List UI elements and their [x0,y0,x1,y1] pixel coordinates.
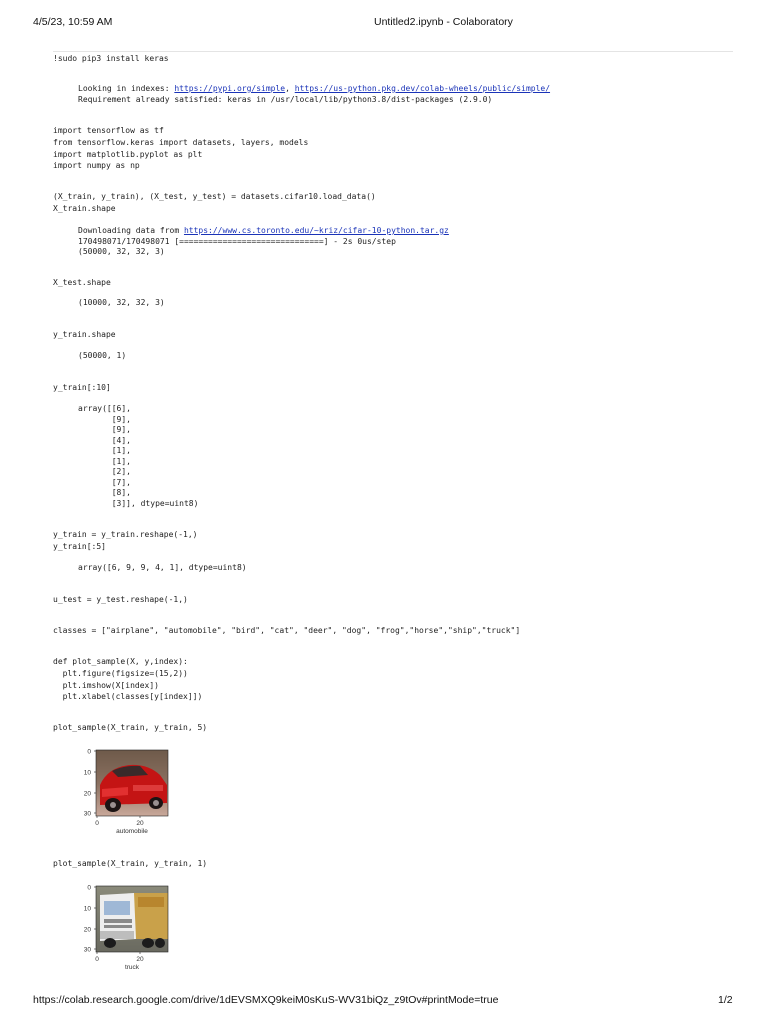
cell-output [53,563,733,574]
plot-output-truck [78,881,178,973]
code-cell-reshape-y-train[interactable] [53,529,733,553]
cell-code: def plot_sample(X, y,index): plt.figure(figsize=(15,2)) plt.imshow(X[index]) plt.xlabel(classes[y[index]]) [53,657,203,702]
x-tick-label: 20 [136,956,144,963]
cell-output [53,404,733,509]
car-thumbnail [96,750,168,816]
x-tick-label: 0 [95,820,99,827]
x-axis-label: automobile [116,828,148,835]
cell-output [53,351,733,362]
x-tick-label: 0 [95,956,99,963]
code-cell-reshape-y-test[interactable] [53,594,733,606]
y-tick-label: 20 [83,790,91,798]
cell-code: plot_sample(X_train, y_train, 5) [53,723,208,732]
cell-code: (X_train, y_train), (X_test, y_test) = datasets.cifar10.load_data() X_train.shape [53,192,376,213]
cell-code: X_test.shape [53,278,111,287]
cell-code: classes = ["airplane", "automobile", "bird", "cat", "deer", "dog", "frog","horse","ship","truck"] [53,626,521,635]
y-tick-label: 10 [83,769,91,777]
y-tick-label: 0 [87,748,91,756]
code-cell-x-test-shape[interactable] [53,277,733,289]
cell-output-pip-install [53,84,733,105]
image-plot [78,881,178,973]
y-tick-label: 30 [83,946,91,954]
code-cell-plot-sample-1[interactable] [53,858,733,870]
code-cell-plot-sample-5[interactable] [53,722,733,734]
output-text: Requirement already satisfied: keras in /usr/local/lib/python3.8/dist-packages (2.9.0) [78,94,493,104]
cell-divider [53,51,733,52]
cell-code: u_test = y_test.reshape(-1,) [53,595,188,604]
cell-code: y_train[:10] [53,383,111,392]
print-page-number: 1/2 [718,994,733,1006]
output-text: array([[6], [9], [9], [4], [1], [1], [2], [7], [8], [3]], dtype=uint8) [78,404,199,508]
print-title: Untitled2.ipynb - Colaboratory [374,16,513,28]
code-cell-pip-install[interactable] [53,53,733,65]
x-axis-label: truck [124,964,140,971]
code-cell-y-train-head[interactable] [53,382,733,394]
code-cell-plot-sample-def[interactable] [53,656,733,703]
cell-code: plot_sample(X_train, y_train, 1) [53,859,208,868]
y-tick-label: 10 [83,905,91,913]
output-text: (10000, 32, 32, 3) [78,298,165,307]
plot-output-automobile [78,745,178,837]
cell-code: !sudo pip3 install keras [53,54,169,63]
print-datetime: 4/5/23, 10:59 AM [33,16,113,28]
truck-thumbnail [96,886,168,952]
code-cell-y-train-shape[interactable] [53,329,733,341]
output-text: Looking in indexes: [78,84,175,93]
y-tick-label: 0 [87,884,91,892]
print-url: https://colab.research.google.com/drive/1dEVSMXQ9keiM0sKuS-WV31biQz_z9tOv#printMode=true [33,994,499,1006]
output-text: , [285,84,295,93]
image-plot [78,745,178,837]
code-cell-load-data[interactable] [53,191,733,215]
y-tick-label: 30 [83,810,91,818]
code-cell-imports[interactable] [53,125,733,172]
x-tick-label: 20 [136,820,144,827]
y-tick-label: 20 [83,926,91,934]
cell-code: y_train = y_train.reshape(-1,) y_train[:5] [53,530,198,551]
output-text: 170498071/170498071 [==============================] - 2s 0us/step (50000, 32, 32, 3) [78,236,396,256]
pypi-link[interactable]: https://pypi.org/simple [174,84,286,93]
code-cell-classes[interactable] [53,625,733,637]
cell-code: import tensorflow as tf from tensorflow.keras import datasets, layers, models import matplotlib.pyplot as plt import numpy as np [53,126,309,171]
cifar-download-link[interactable]: https://www.cs.toronto.edu/~kriz/cifar-10-python.tar.gz [183,226,449,235]
output-text: array([6, 9, 9, 4, 1], dtype=uint8) [78,563,247,572]
output-text: Downloading data from [78,226,184,235]
output-text: (50000, 1) [78,351,127,360]
cell-output-load-data [53,226,733,258]
cell-output [53,298,733,309]
colab-wheels-link[interactable]: https://us-python.pkg.dev/colab-wheels/public/simple/ [294,84,551,93]
cell-code: y_train.shape [53,330,116,339]
